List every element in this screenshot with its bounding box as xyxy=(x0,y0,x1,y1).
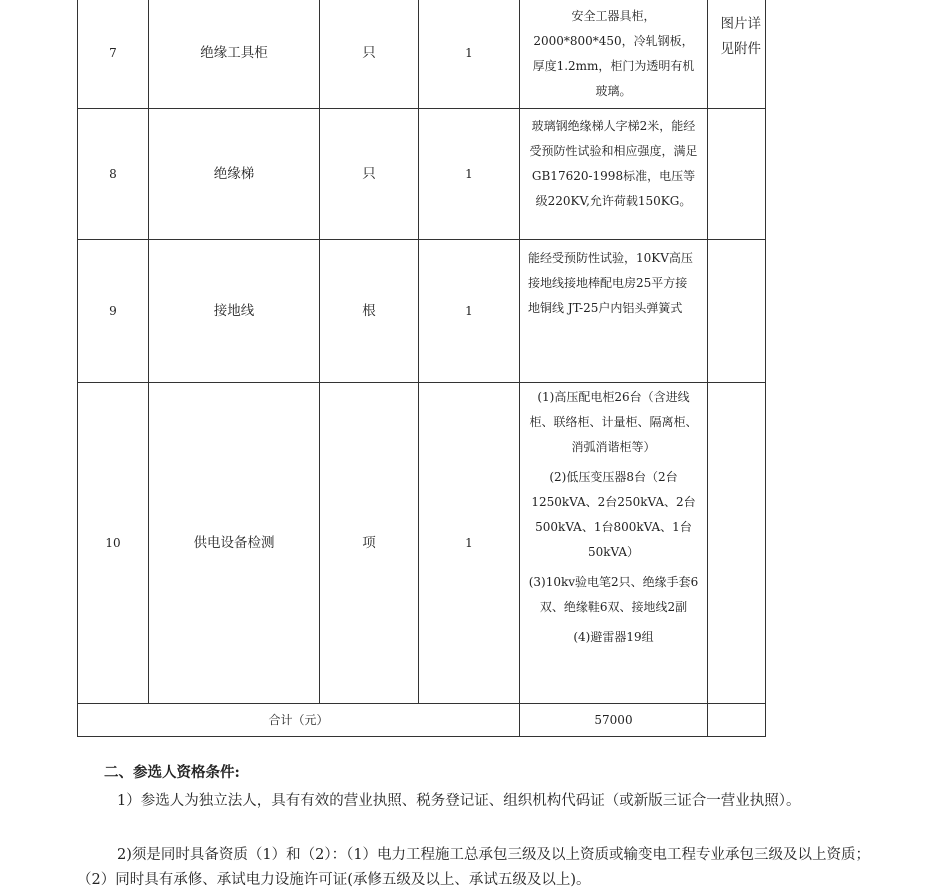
total-label: 合计（元） xyxy=(78,704,520,737)
item-note xyxy=(708,383,766,704)
item-name: 绝缘梯 xyxy=(149,109,320,240)
description-text: 玻璃钢绝缘梯人字梯2米，能经受预防性试验和相应强度，满足GB17620-1998标准，电压等级220KV,允许荷载150KG。 xyxy=(529,119,698,208)
item-unit: 只 xyxy=(320,109,419,240)
table-row xyxy=(78,383,766,704)
table-row xyxy=(78,0,766,109)
row-number: 9 xyxy=(78,240,149,383)
item-description xyxy=(520,109,708,240)
row-number: 10 xyxy=(78,383,149,704)
description-text: (3)10kv验电笔2只、绝缘手套6双、绝缘鞋6双、接地线2副 xyxy=(528,575,699,614)
total-row xyxy=(78,704,766,737)
description-text: (2)低压变压器8台（2台1250kVA、2台250kVA、2台500kVA、1台800kVA、1台50kVA） xyxy=(531,470,696,559)
item-note: 图片详见附件 xyxy=(708,0,766,109)
item-unit: 只 xyxy=(320,0,419,109)
item-note xyxy=(708,240,766,383)
item-unit: 项 xyxy=(320,383,419,704)
item-name: 供电设备检测 xyxy=(149,383,320,704)
section-title: 二、参选人资格条件: xyxy=(104,764,240,781)
item-quantity: 1 xyxy=(419,109,520,240)
item-note xyxy=(708,109,766,240)
total-note xyxy=(708,704,766,737)
description-text: (4)避雷器19组 xyxy=(573,630,654,644)
row-number: 8 xyxy=(78,109,149,240)
item-name: 绝缘工具柜 xyxy=(149,0,320,109)
item-quantity: 1 xyxy=(419,240,520,383)
item-description xyxy=(520,0,708,109)
total-value: 57000 xyxy=(520,704,708,737)
equipment-table xyxy=(77,0,766,737)
qualification-paragraph: 2)须是同时具备资质（1）和（2）：（1）电力工程施工总承包三级及以上资质或输变电工程专业承包三级及以上资质；（2）同时具有承修、承试电力设施许可证(承修五级及以上、承试五级及以上)。 xyxy=(77,847,871,888)
description-text: 能经受预防性试验，10KV高压接地线接地棒配电房25平方接地铜线 JT-25户内铝头弹簧式 xyxy=(528,251,693,315)
row-number: 7 xyxy=(78,0,149,109)
item-quantity: 1 xyxy=(419,0,520,109)
item-quantity: 1 xyxy=(419,383,520,704)
table-row xyxy=(78,240,766,383)
description-text: 安全工器具柜，2000*800*450，冷轧钢板，厚度1.2mm，柜门为透明有机玻璃。 xyxy=(532,9,695,98)
item-description xyxy=(520,383,708,704)
description-text: (1)高压配电柜26台（含进线柜、联络柜、计量柜、隔离柜、消弧消谐柜等） xyxy=(529,390,698,454)
item-name: 接地线 xyxy=(149,240,320,383)
table-row xyxy=(78,109,766,240)
item-unit: 根 xyxy=(320,240,419,383)
item-description xyxy=(520,240,708,383)
qualification-paragraph: 1）参选人为独立法人，具有有效的营业执照、税务登记证、组织机构代码证（或新版三证合一营业执照）。 xyxy=(117,793,801,809)
